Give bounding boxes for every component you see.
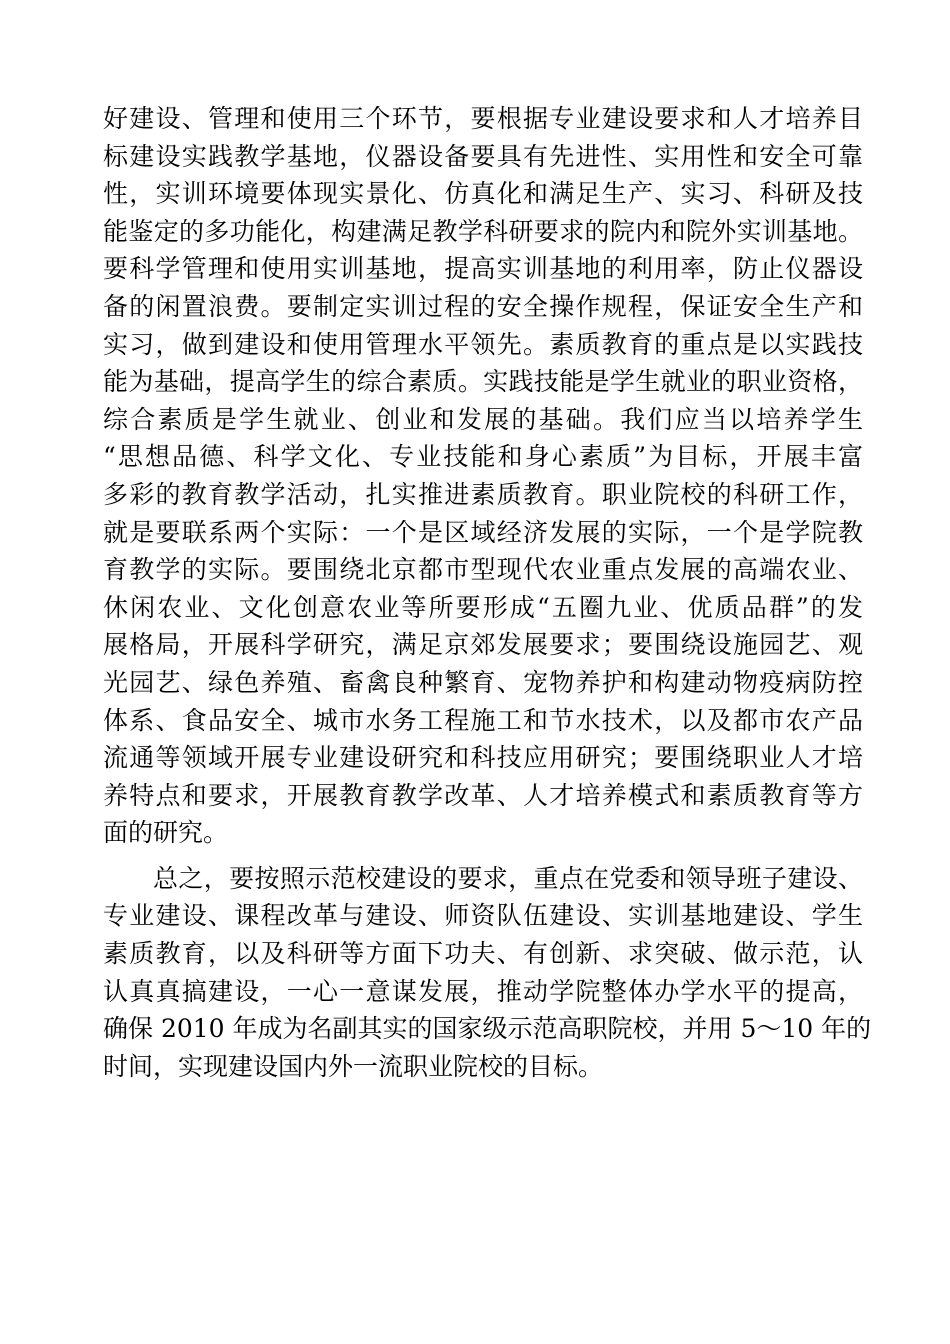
text-line: 实习，做到建设和使用管理水平领先。素质教育的重点是以实践技 [103,329,863,359]
text-line: 认真真搞建设，一心一意谋发展，推动学院整体办学水平的提高， [103,976,863,1006]
text-line: 育教学的实际。要围绕北京都市型现代农业重点发展的高端农业、 [103,555,863,585]
text-line: “思想品德、科学文化、专业技能和身心素质”为目标，开展丰富 [103,442,863,472]
text-line: 展格局，开展科学研究，满足京郊发展要求；要围绕设施园艺、观 [103,630,863,660]
text-line: 流通等领域开展专业建设研究和科技应用研究；要围绕职业人才培 [103,743,863,773]
text-line: 多彩的教育教学活动，扎实推进素质教育。职业院校的科研工作， [103,479,863,509]
text-line: 面的研究。 [103,818,229,848]
text-line: 总之，要按照示范校建设的要求，重点在党委和领导班子建设、 [153,863,863,893]
text-line: 标建设实践教学基地，仪器设备要具有先进性、实用性和安全可靠 [103,141,863,171]
text-line: 专业建设、课程改革与建设、师资队伍建设、实训基地建设、学生 [103,901,863,931]
paragraph [103,100,863,852]
text-line: 养特点和要求，开展教育教学改革、人才培养模式和素质教育等方 [103,780,863,810]
text-line: 能鉴定的多功能化，构建满足教学科研要求的院内和院外实训基地。 [103,216,863,246]
text-line: 就是要联系两个实际：一个是区域经济发展的实际，一个是学院教 [103,517,863,547]
text-line: 备的闲置浪费。要制定实训过程的安全操作规程，保证安全生产和 [103,291,863,321]
text-line: 确保 2010 年成为名副其实的国家级示范高职院校，并用 5～10 年的 [103,1014,872,1044]
paragraph [103,860,872,1086]
paragraph-gap [103,852,863,860]
text-line: 能为基础，提高学生的综合素质。实践技能是学生就业的职业资格， [103,367,863,397]
text-line: 好建设、管理和使用三个环节，要根据专业建设要求和人才培养目 [103,104,863,133]
text-line: 性，实训环境要体现实景化、仿真化和满足生产、实习、科研及技 [103,179,863,209]
text-line: 休闲农业、文化创意农业等所要形成“五圈九业、优质品群”的发 [103,592,863,622]
text-line: 光园艺、绿色养殖、畜禽良种繁育、宠物养护和构建动物疫病防控 [103,667,863,697]
text-line: 要科学管理和使用实训基地，提高实训基地的利用率，防止仪器设 [103,254,863,284]
body-text [103,100,872,1085]
text-line: 综合素质是学生就业、创业和发展的基础。我们应当以培养学生 [103,404,863,434]
text-line: 时间，实现建设国内外一流职业院校的目标。 [103,1051,604,1081]
text-line: 素质教育，以及科研等方面下功夫、有创新、求突破、做示范，认 [103,939,863,969]
text-line: 体系、食品安全、城市水务工程施工和节水技术，以及都市农产品 [103,705,863,735]
